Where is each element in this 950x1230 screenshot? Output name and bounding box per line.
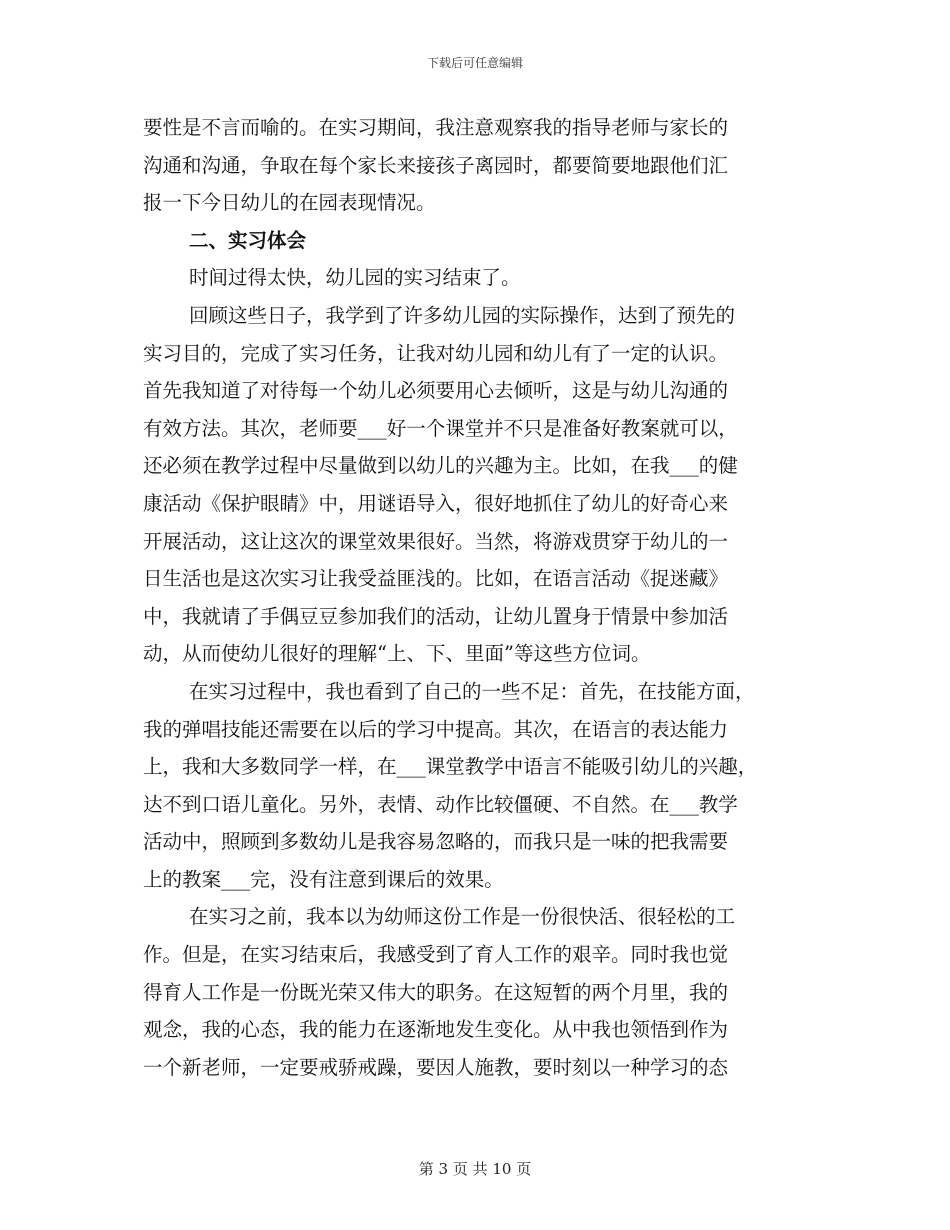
text-line: 开展活动，这让这次的课堂效果很好。当然，将游戏贯穿于幼儿的一 (143, 529, 729, 553)
text-line: 要性是不言而喻的。在实习期间，我注意观察我的指导老师与家长的 (143, 116, 729, 139)
text-line: 活动中，照顾到多数幼儿是我容易忽略的，而我只是一味的把我需要 (143, 830, 729, 854)
document-body (143, 109, 813, 1086)
text-line: 上，我和大多数同学一样，在___课堂教学中语言不能吸引幼儿的兴趣， (143, 755, 758, 779)
text-line: 作。但是，在实习结束后，我感受到了育人工作的艰辛。同时我也觉 (143, 943, 729, 967)
text-line: 一个新老师，一定要戒骄戒躁，要因人施教，要时刻以一种学习的态 (143, 1055, 729, 1079)
text-line: 回顾这些日子，我学到了许多幼儿园的实际操作，达到了预先的 (189, 303, 736, 327)
text-line: 达不到口语儿童化。另外，表情、动作比较僵硬、不自然。在___教学 (143, 792, 738, 816)
text-line: 在实习之前，我本以为幼师这份工作是一份很快活、很轻松的工 (189, 905, 736, 929)
text-line: 时间过得太快，幼儿园的实习结束了。 (189, 266, 521, 290)
text-line: 还必须在教学过程中尽量做到以幼儿的兴趣为主。比如，在我___的健 (143, 454, 738, 478)
text-line: 沟通和沟通，争取在每个家长来接孩子离园时，都要简要地跟他们汇 (143, 153, 729, 177)
text-line: 中，我就请了手偶豆豆参加我们的活动，让幼儿置身于情景中参加活 (143, 604, 729, 628)
page-footer: 第 3 页 共 10 页 (418, 1160, 532, 1178)
page-header: 下载后可任意编辑 (426, 56, 523, 70)
text-line: 日生活也是这次实习让我受益匪浅的。比如，在语言活动《捉迷藏》 (143, 567, 729, 591)
text-line: 实习目的，完成了实习任务，让我对幼儿园和幼儿有了一定的认识。 (143, 341, 729, 365)
text-line: 上的教案___完，没有注意到课后的效果。 (143, 867, 504, 891)
text-line: 在实习过程中，我也看到了自己的一些不足：首先，在技能方面， (189, 679, 755, 703)
text-line: 康活动《保护眼睛》中，用谜语导入，很好地抓住了幼儿的好奇心来 (143, 491, 729, 515)
text-line: 有效方法。其次，老师要___好一个课堂并不只是准备好教案就可以， (143, 416, 738, 440)
text-line: 得育人工作是一份既光荣又伟大的职务。在这短暂的两个月里，我的 (143, 980, 729, 1004)
text-line: 我的弹唱技能还需要在以后的学习中提高。其次，在语言的表达能力 (143, 717, 729, 741)
text-line: 观念，我的心态，我的能力在逐渐地发生变化。从中我也领悟到作为 (143, 1018, 729, 1042)
text-line: 报一下今日幼儿的在园表现情况。 (143, 191, 436, 215)
section-heading: 二、实习体会 (189, 228, 307, 252)
text-line: 首先我知道了对待每一个幼儿必须要用心去倾听，这是与幼儿沟通的 (143, 379, 729, 403)
text-line: 动，从而使幼儿很好的理解“上、下、里面”等这些方位词。 (143, 642, 651, 666)
